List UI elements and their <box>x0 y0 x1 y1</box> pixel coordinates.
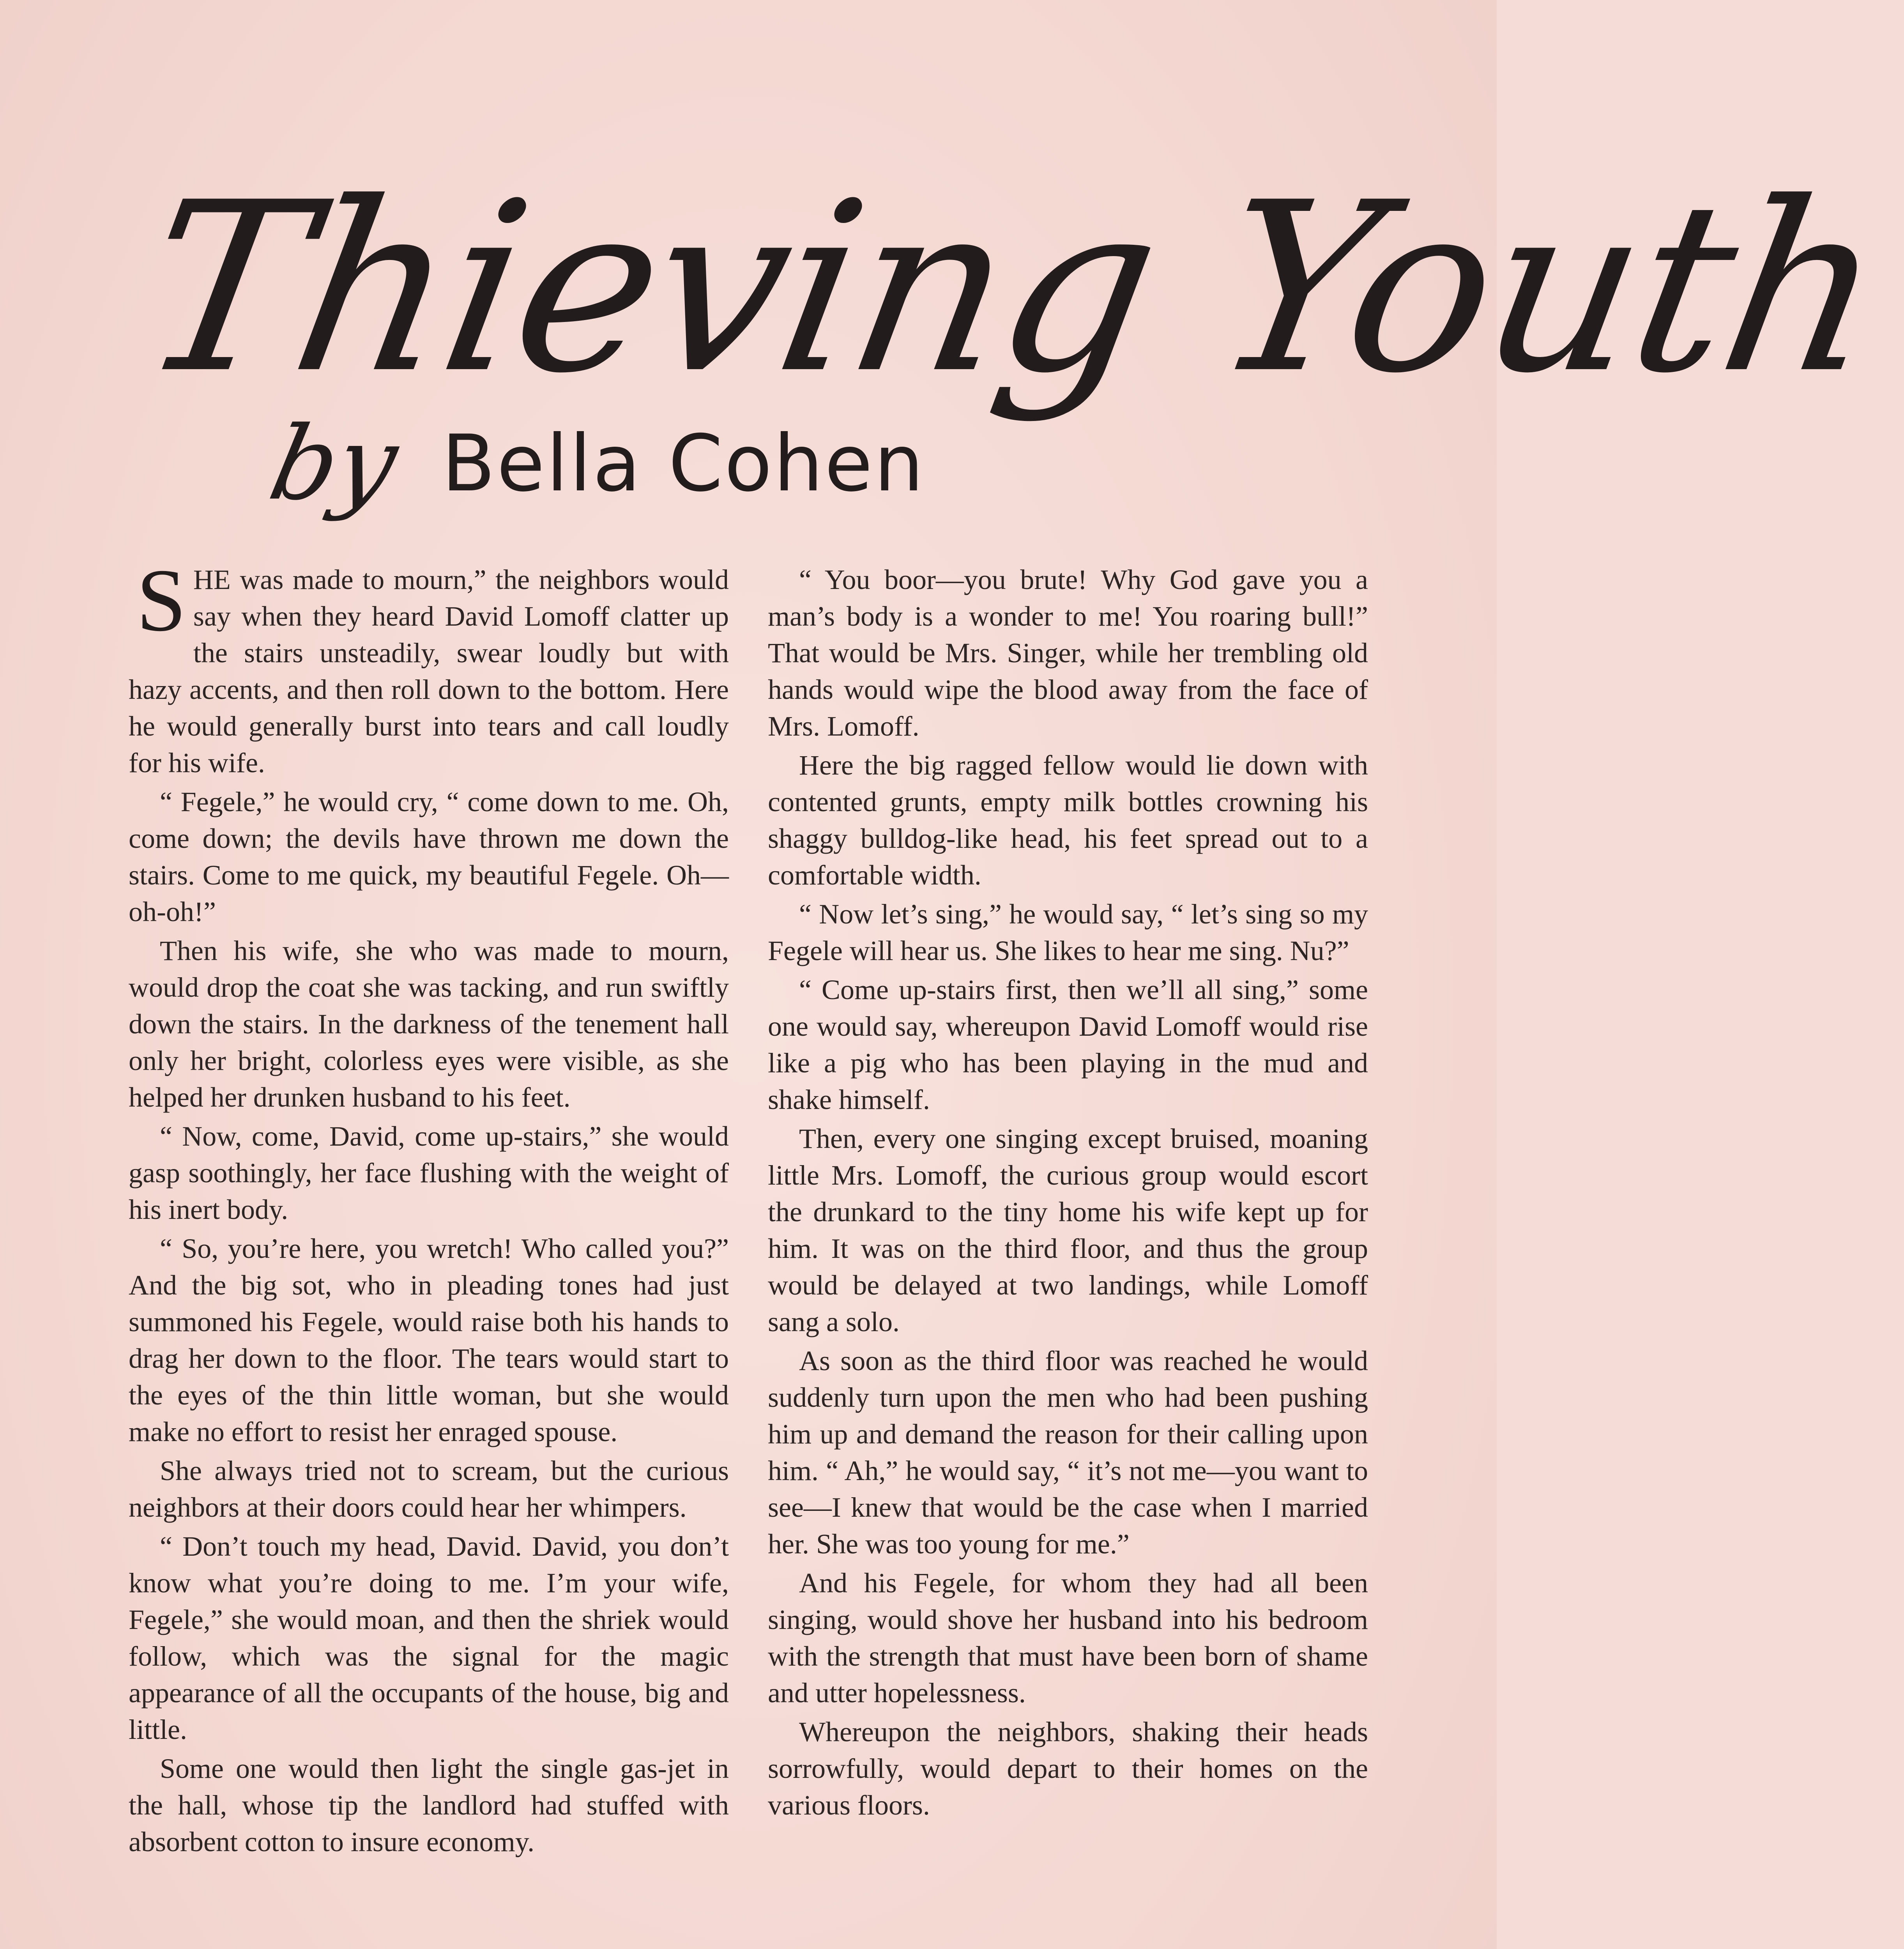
paragraph: “ Come up-stairs first, then we’ll all sing,” some one would say, whereupon David Lomoff would rise like a pig who has been playing in the mud and shake himself. <box>768 974 1368 1115</box>
paragraph: And his Fegele, for whom they had all been singing, would shove her husband into his bedroom with the strength that must have been born of shame and utter hopelessness. <box>768 1567 1368 1708</box>
byline-by: by <box>260 405 408 523</box>
paragraph: Then, every one singing except bruised, moaning little Mrs. Lomoff, the curious group would escort the drunkard to the tiny home his wife kept up for him. It was on the third floor, and thus the group would be delayed at two landings, while Lomoff sang a solo. <box>768 1123 1368 1337</box>
paragraph: “ Now, come, David, come up-stairs,” she would gasp soothingly, her face flushing with the weight of his inert body. <box>129 1121 729 1225</box>
paragraph: Some one would then light the single gas-jet in the hall, whose tip the landlord had stuffed with absorbent cotton to insure economy. <box>129 1753 729 1857</box>
paragraph: “ You boor—you brute! Why God gave you a man’s body is a wonder to me! You roaring bull!” That would be Mrs. Singer, while her trembling old hands would wipe the blood away from the face of Mrs. Lomoff. <box>768 564 1368 742</box>
paragraph: Whereupon the neighbors, shaking their heads sorrowfully, would depart to their homes on the various floors. <box>768 1716 1368 1821</box>
paragraph: She always tried not to scream, but the curious neighbors at their doors could hear her whimpers. <box>129 1455 729 1523</box>
paragraph <box>129 550 729 781</box>
drop-cap: S <box>136 550 186 650</box>
story-columns <box>129 550 1368 1949</box>
right-column <box>768 561 1368 1949</box>
paragraph: “ Fegele,” he would cry, “ come down to me. Oh, come down; the devils have thrown me down the stairs. Come to me quick, my beautiful Fegele. Oh—oh-oh!” <box>129 786 729 927</box>
paragraph-text: HE was made to mourn,” the neighbors would say when they heard David Lomoff clatter up the stairs unsteadily, swear loudly but with hazy accents, and then roll down to the bottom. Here he would generally burst into tears and call loudly for his wife. <box>129 564 729 778</box>
paragraph: “ So, you’re here, you wretch! Who called you?” And the big sot, who in pleading tones had just summoned his Fegele, would raise both his hands to drag her down to the floor. The tears would start to the eyes of the thin little woman, but she would make no effort to resist her enraged spouse. <box>129 1233 729 1447</box>
left-column <box>129 550 729 1949</box>
story-title: Thieving Youth <box>124 152 1900 424</box>
byline <box>260 405 925 523</box>
paragraph: Then his wife, she who was made to mourn, would drop the coat she was tacking, and run swiftly down the stairs. In the darkness of the tenement hall only her bright, colorless eyes were visible, as she helped her drunken husband to his feet. <box>129 935 729 1113</box>
paragraph: As soon as the third floor was reached he would suddenly turn upon the men who had been pushing him up and demand the reason for their calling upon him. “ Ah,” he would say, “ it’s not me—you want to see—I knew that would be the case when I married her. She was too young for me.” <box>768 1345 1368 1560</box>
paragraph: Here the big ragged fellow would lie down with contented grunts, empty milk bottles crowning his shaggy bulldog-like head, his feet spread out to a comfortable width. <box>768 750 1368 891</box>
author-name: Bella Cohen <box>442 418 925 509</box>
paragraph: “ Don’t touch my head, David. David, you don’t know what you’re doing to me. I’m your wife, Fegele,” she would moan, and then the shriek would follow, which was the signal for the magic appearance of all the occupants of the house, big and little. <box>129 1531 729 1745</box>
paragraph: “ Now let’s sing,” he would say, “ let’s sing so my Fegele will hear us. She likes to hear me sing. Nu?” <box>768 898 1368 966</box>
